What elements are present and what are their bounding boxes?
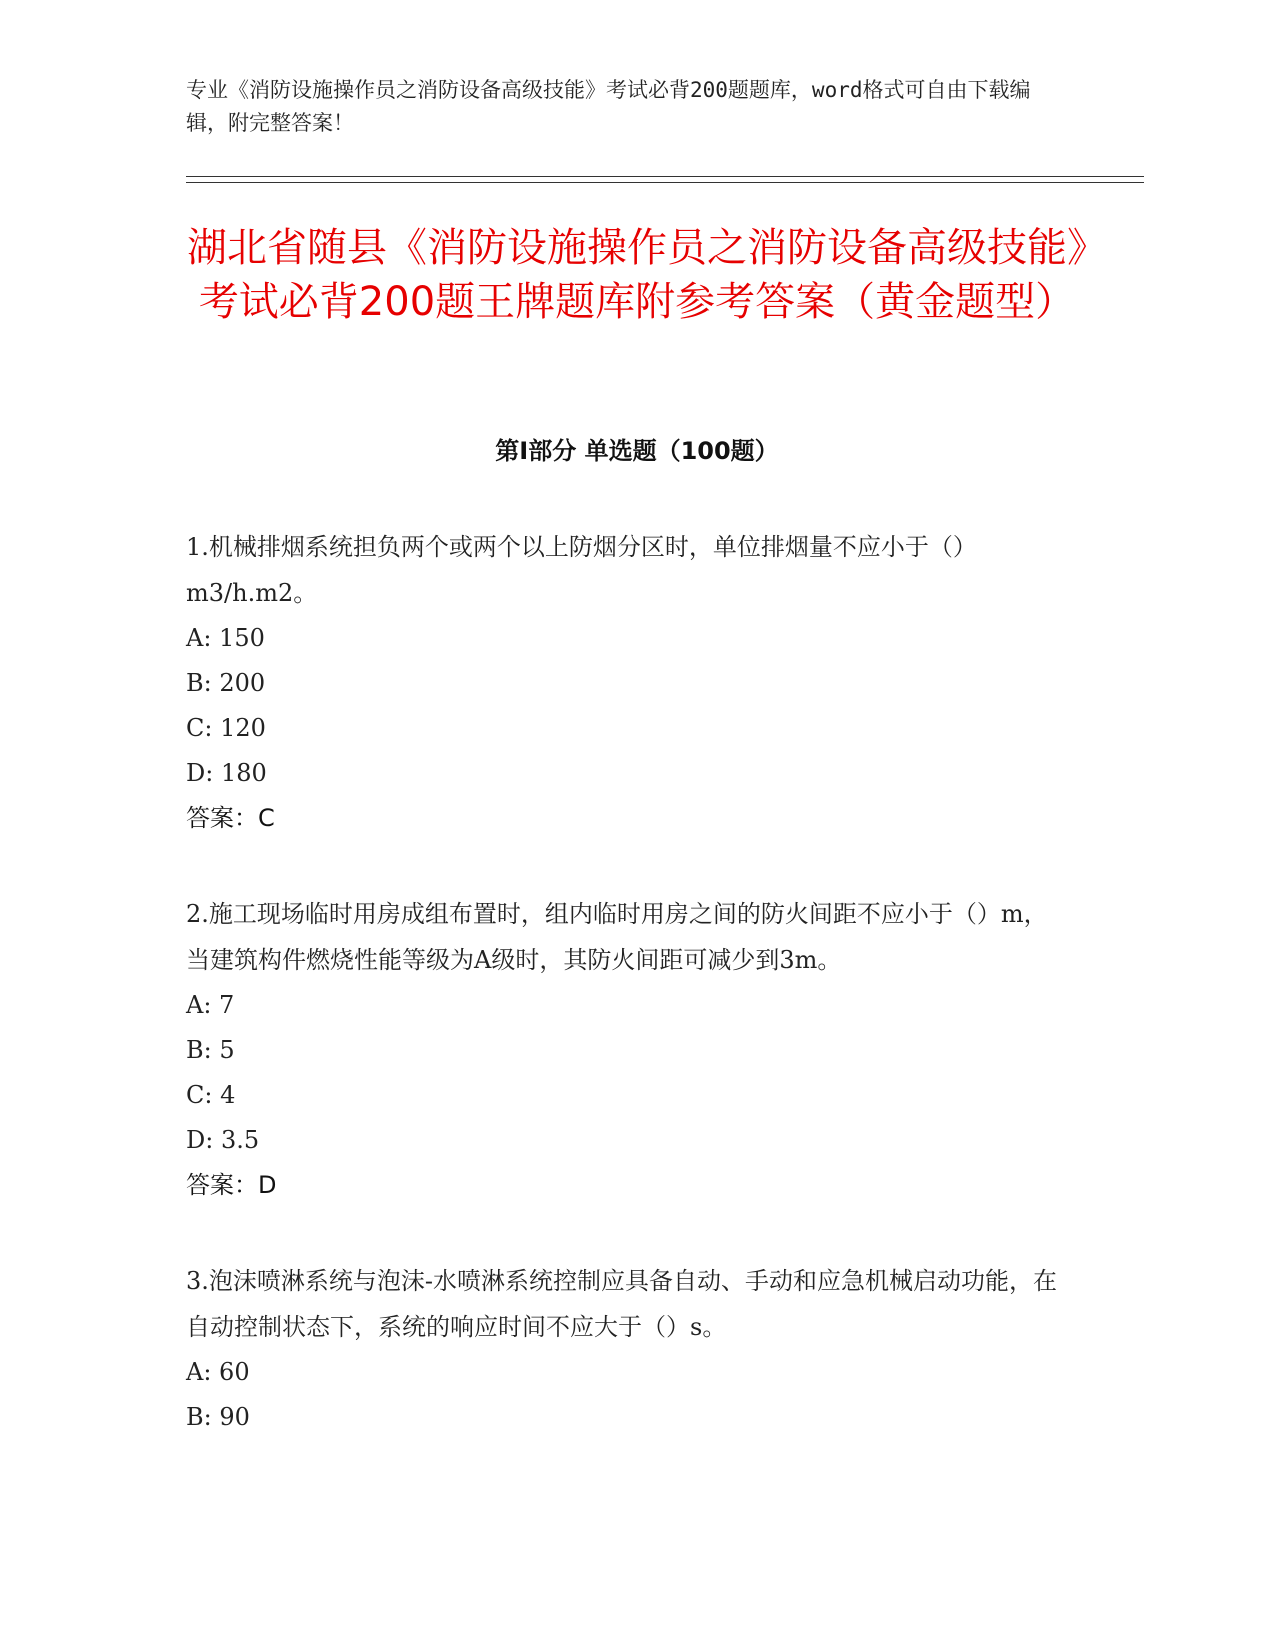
question-stem: 1.机械排烟系统担负两个或两个以上防烟分区时，单位排烟量不应小于（）m3/h.m2。	[186, 533, 977, 607]
question-stem: 2.施工现场临时用房成组布置时，组内临时用房之间的防火间距不应小于（）m，当建筑构件燃烧性能等级为A级时，其防火间距可减少到3m。	[186, 900, 1048, 974]
question-1	[186, 524, 1066, 841]
question-2	[186, 891, 1066, 1208]
question-list	[186, 524, 1066, 1490]
question-stem: 3.泡沫喷淋系统与泡沫-水喷淋系统控制应具备自动、手动和应急机械启动功能，在自动控制状态下，系统的响应时间不应大于（）s。	[186, 1267, 1058, 1341]
header-divider	[186, 176, 1144, 183]
option-b: B: 90	[186, 1403, 250, 1431]
option-b: B: 5	[186, 1036, 235, 1064]
option-a: A: 150	[186, 624, 265, 652]
option-c: C: 120	[186, 714, 266, 742]
option-c: C: 4	[186, 1081, 236, 1109]
option-d: D: 180	[186, 759, 267, 787]
document-title: 湖北省随县《消防设施操作员之消防设备高级技能》考试必背200题王牌题库附参考答案（黄金题型）	[187, 225, 1087, 325]
option-d: D: 3.5	[186, 1126, 260, 1154]
question-3	[186, 1258, 1066, 1440]
answer-label: 答案：D	[186, 1171, 277, 1199]
header-note: 专业《消防设施操作员之消防设备高级技能》考试必背200题题库，word格式可自由下载编辑，附完整答案！	[186, 78, 1031, 135]
answer-label: 答案：C	[186, 804, 275, 832]
option-b: B: 200	[186, 669, 266, 697]
option-a: A: 7	[186, 991, 235, 1019]
option-a: A: 60	[186, 1358, 250, 1386]
section-heading: 第Ⅰ部分 单选题（100题）	[495, 437, 779, 465]
